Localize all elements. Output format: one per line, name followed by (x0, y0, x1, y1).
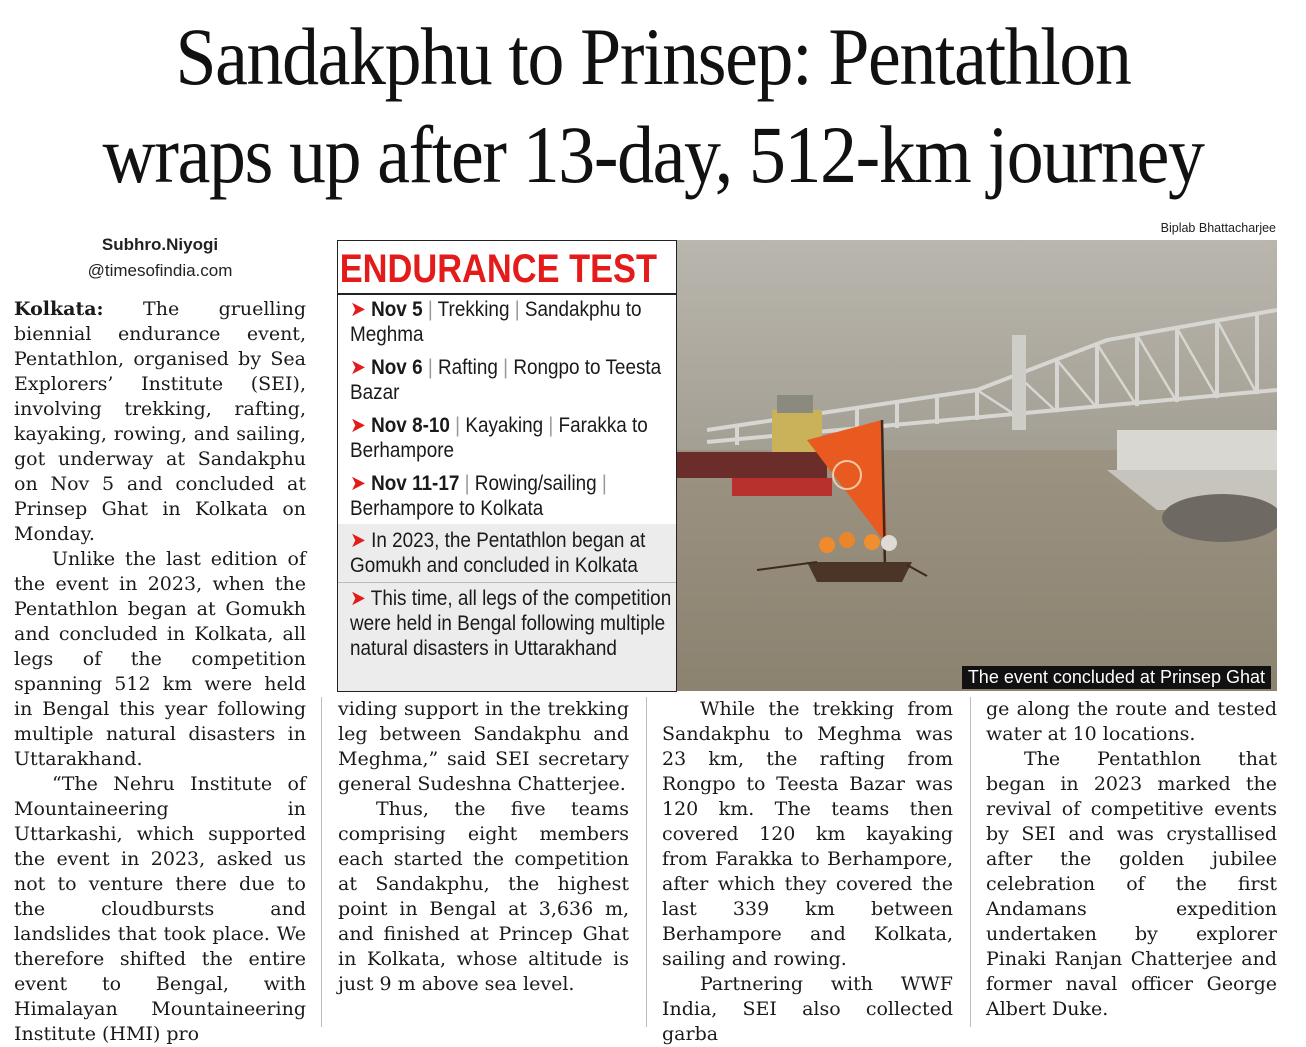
notes-separator (338, 582, 676, 583)
note-item (350, 528, 672, 578)
article-paragraph-6-part-2: ge along the route and tested water at 10 locations. (986, 698, 1277, 745)
schedule-date: Nov 5 (371, 298, 423, 321)
arrow-right-icon: ➤ (350, 298, 366, 321)
schedule-route: Sandakphu to Meghma (350, 298, 642, 346)
article-column-2 (338, 697, 629, 997)
article-column-3 (662, 697, 953, 1047)
arrow-right-icon: ➤ (350, 529, 366, 552)
dateline: Kolkata: (14, 298, 104, 320)
headline (65, 8, 1240, 204)
article-paragraph-2: Unlike the last edition of the event in 2023, when the Pentathlon began at Gomukh and concluded in Kolkata, all legs of the competition spanning 512 km were held in Bengal this year following multiple natural disasters in Uttarakhand. (14, 548, 306, 770)
article-column-4 (986, 697, 1277, 1022)
headline-line-2: wraps up after 13-day, 512-km journey (102, 109, 1204, 200)
schedule-activity: Kayaking (465, 414, 544, 437)
article-paragraph-1 (14, 297, 306, 547)
schedule-item (350, 471, 672, 521)
separator-bar: | (427, 356, 433, 379)
schedule-item (350, 413, 672, 463)
schedule-item (350, 297, 672, 347)
schedule-item (350, 355, 672, 405)
box-title-rule (338, 293, 676, 295)
headline-line-1: Sandakphu to Prinsep: Pentathlon (175, 11, 1131, 102)
article-paragraph-5: While the trekking from Sandakphu to Meghma was 23 km, the rafting from Rongpo to Teesta Bazar was 120 km. The teams then covered 120 km kayaking from Farakka to Berhampore, after which they covered the last 339 km between Berhampore and Kolkata, sailing and rowing. (662, 698, 953, 970)
article-paragraph-4: Thus, the five teams comprising eight members each started the competition at Sandakphu, the highest point in Bengal at 3,636 m, and finished at Princep Ghat in Kolkata, whose altitude is just 9 m above sea level. (338, 798, 629, 995)
byline-handle: @timesofindia.com (87, 261, 233, 280)
column-divider (970, 697, 971, 1027)
news-photo (677, 240, 1277, 691)
separator-bar: | (601, 472, 607, 495)
schedule-date: Nov 6 (371, 356, 423, 379)
photo-illustration (677, 240, 1277, 691)
paragraph-1-text: The gruelling biennial endurance event, Pentathlon, organised by Sea Explorers’ Institute (SEI), involving trekking, rafting, kayaking, rowing, and sailing, got underway at Sandakphu on Nov 5 and concluded at Prinsep Ghat in Kolkata on Monday. (14, 298, 306, 545)
schedule-route: Berhampore to Kolkata (350, 497, 544, 520)
separator-bar: | (548, 414, 554, 437)
photo-credit: Biplab Bhattacharjee (1160, 221, 1276, 235)
article-paragraph-3-part-2: viding support in the trekking leg between Sandakphu and Meghma,” said SEI secretary general Sudeshna Chatterjee. (338, 698, 629, 795)
column-divider (321, 697, 322, 1027)
arrow-right-icon: ➤ (350, 587, 366, 610)
arrow-right-icon: ➤ (350, 414, 366, 437)
schedule-route: Farakka to Berhampore (350, 414, 648, 462)
note-text: In 2023, the Pentathlon began at Gomukh and concluded in Kolkata (350, 529, 646, 577)
photo-caption: The event concluded at Prinsep Ghat (962, 666, 1271, 689)
schedule-route: Rongpo to Teesta Bazar (350, 356, 662, 404)
schedule-activity: Rowing/sailing (474, 472, 597, 495)
separator-bar: | (503, 356, 509, 379)
article-paragraph-7: The Pentathlon that began in 2023 marked the revival of competitive events by SEI and was crystallised after the golden jubilee celebration of the first Andamans expedition undertaken by explorer Pinaki Ranjan Chatterjee and former naval officer George Albert Duke. (986, 748, 1277, 1020)
schedule-activity: Rafting (438, 356, 498, 379)
note-text: This time, all legs of the competition were held in Bengal following multiple natural disasters in Uttarakhand (350, 587, 672, 660)
box-title: ENDURANCE TEST (339, 247, 657, 291)
article-paragraph-3-part-1: “The Nehru Institute of Mountaineering in Uttarkashi, which supported the event in 2023, asked us not to venture there due to the cloudbursts and landslides that took place. We therefore shifted the entire event to Bengal, with Himalayan Mountaineering Institute (HMI) pro (14, 773, 306, 1045)
arrow-right-icon: ➤ (350, 472, 366, 495)
arrow-right-icon: ➤ (350, 356, 366, 379)
article-column-1 (14, 297, 306, 1047)
schedule-date: Nov 11-17 (371, 472, 460, 495)
separator-bar: | (514, 298, 520, 321)
schedule-date: Nov 8-10 (371, 414, 450, 437)
byline (14, 232, 306, 284)
separator-bar: | (427, 298, 433, 321)
note-item (350, 586, 672, 661)
byline-name: Subhro.Niyogi (101, 235, 219, 254)
separator-bar: | (455, 414, 461, 437)
schedule-activity: Trekking (437, 298, 510, 321)
article-paragraph-6-part-1: Partnering with WWF India, SEI also collected garba (662, 973, 953, 1045)
column-divider (646, 697, 647, 1027)
endurance-test-box (337, 240, 677, 692)
separator-bar: | (464, 472, 470, 495)
